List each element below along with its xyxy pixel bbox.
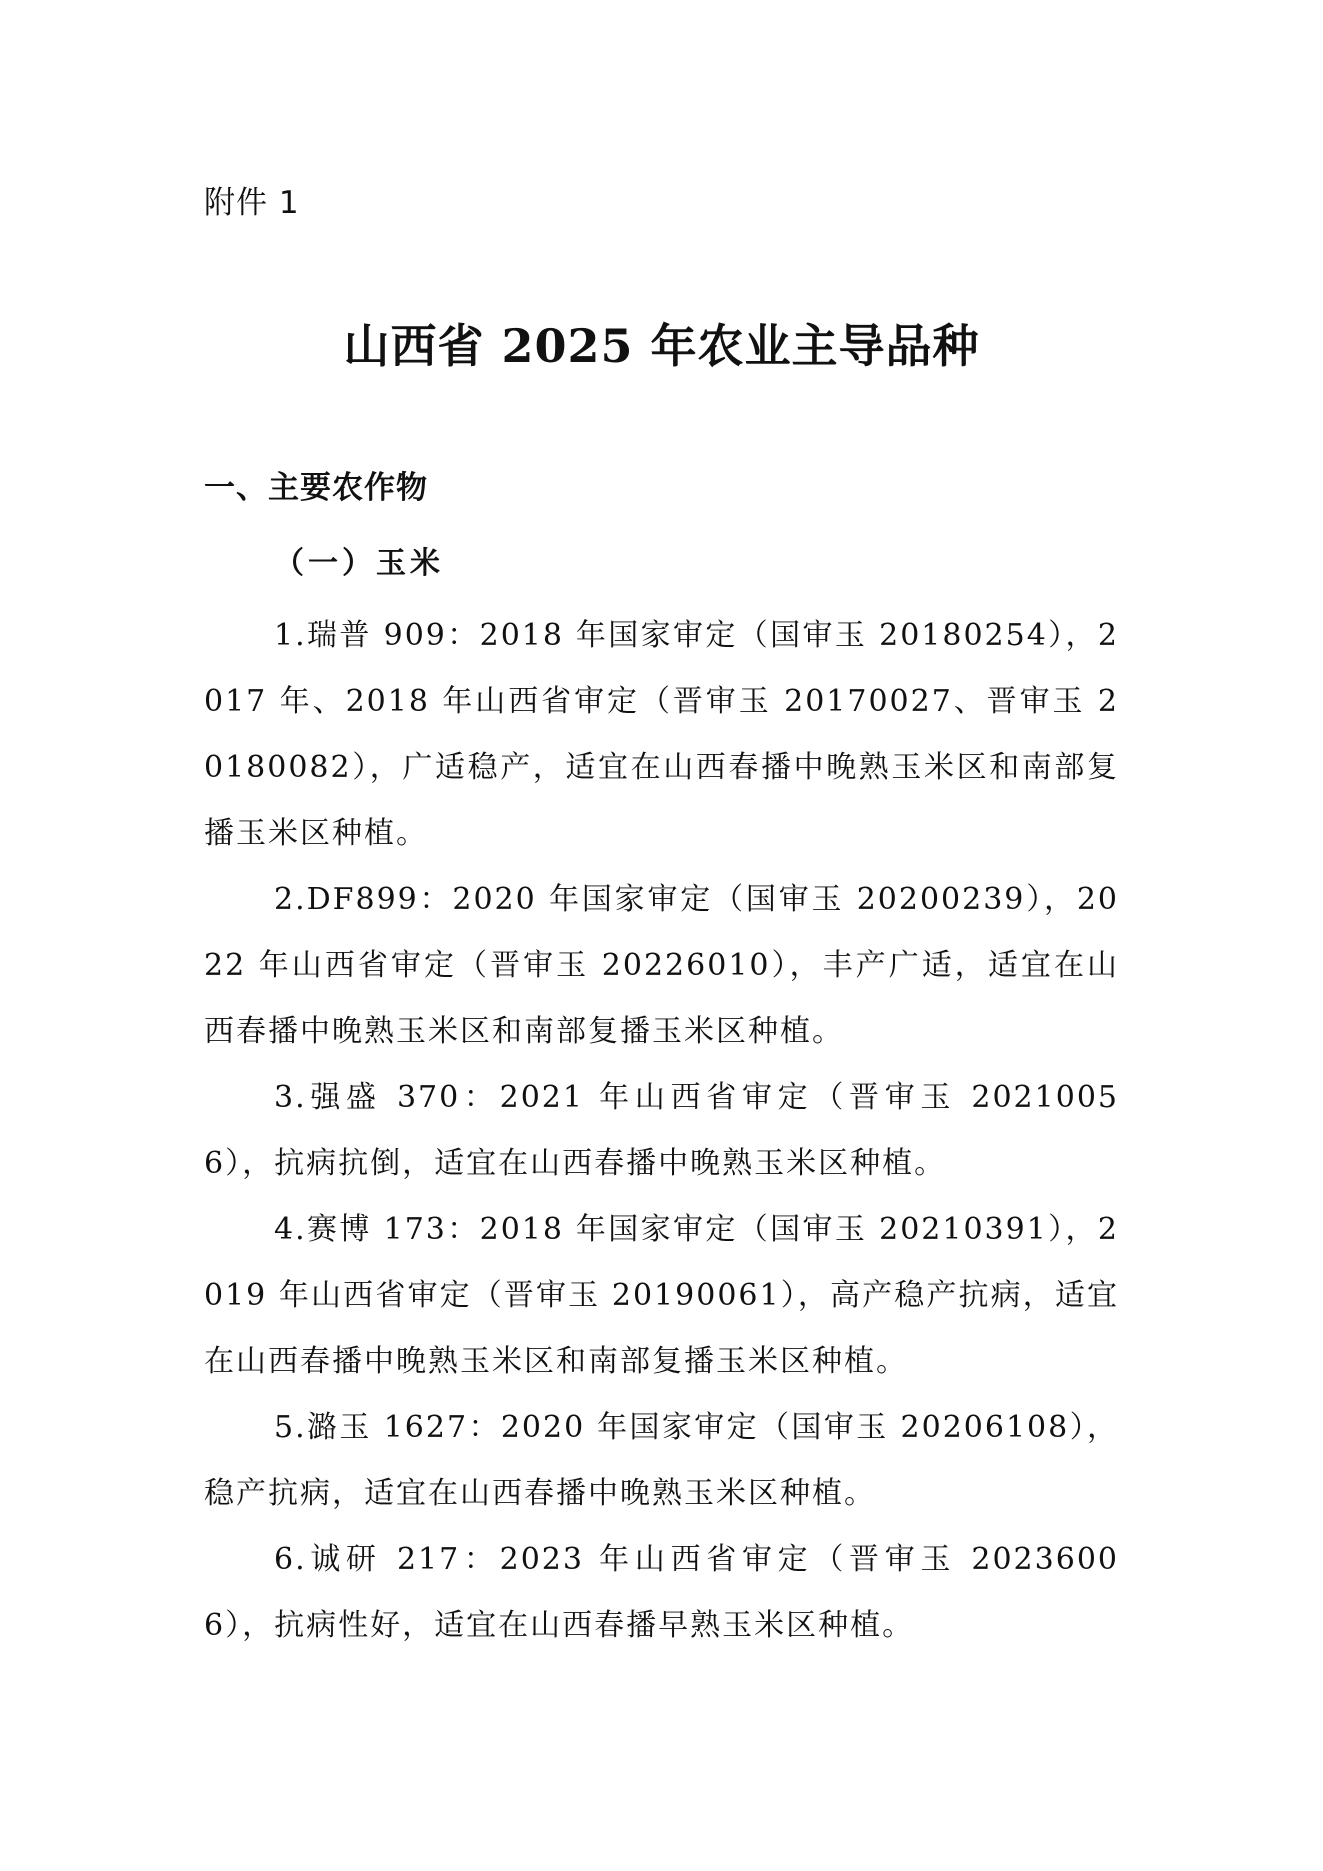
variety-entry: 3.强盛 370：2021 年山西省审定（晋审玉 20210056），抗病抗倒，适宜在山西春播中晚熟玉米区种植。: [204, 1080, 1119, 1181]
document-title: 山西省 2025 年农业主导品种: [343, 319, 980, 373]
section-heading: 一、主要农作物: [204, 470, 428, 506]
variety-entry: 5.潞玉 1627：2020 年国家审定（国审玉 20206108），稳产抗病，适宜在山西春播中晚熟玉米区种植。: [204, 1410, 1119, 1511]
subsection-heading: （一）玉米: [274, 546, 444, 581]
variety-entry: 6.诚研 217：2023 年山西省审定（晋审玉 20236006），抗病性好，适宜在山西春播早熟玉米区种植。: [204, 1542, 1119, 1643]
variety-entry: 2.DF899：2020 年国家审定（国审玉 20200239），2022 年山西省审定（晋审玉 20226010），丰产广适，适宜在山西春播中晚熟玉米区和南部复播玉米区种植。: [204, 882, 1119, 1049]
attachment-label: 附件 1: [204, 185, 300, 221]
variety-entry: 1.瑞普 909：2018 年国家审定（国审玉 20180254），2017 年、2018 年山西省审定（晋审玉 20170027、晋审玉 20180082），广适稳产，适宜在山西春播中晚熟玉米区和南部复播玉米区种植。: [204, 618, 1119, 851]
variety-entry: 4.赛博 173：2018 年国家审定（国审玉 20210391），2019 年山西省审定（晋审玉 20190061），高产稳产抗病，适宜在山西春播中晚熟玉米区和南部复播玉米区种植。: [204, 1212, 1119, 1379]
variety-list: [204, 603, 1119, 1659]
